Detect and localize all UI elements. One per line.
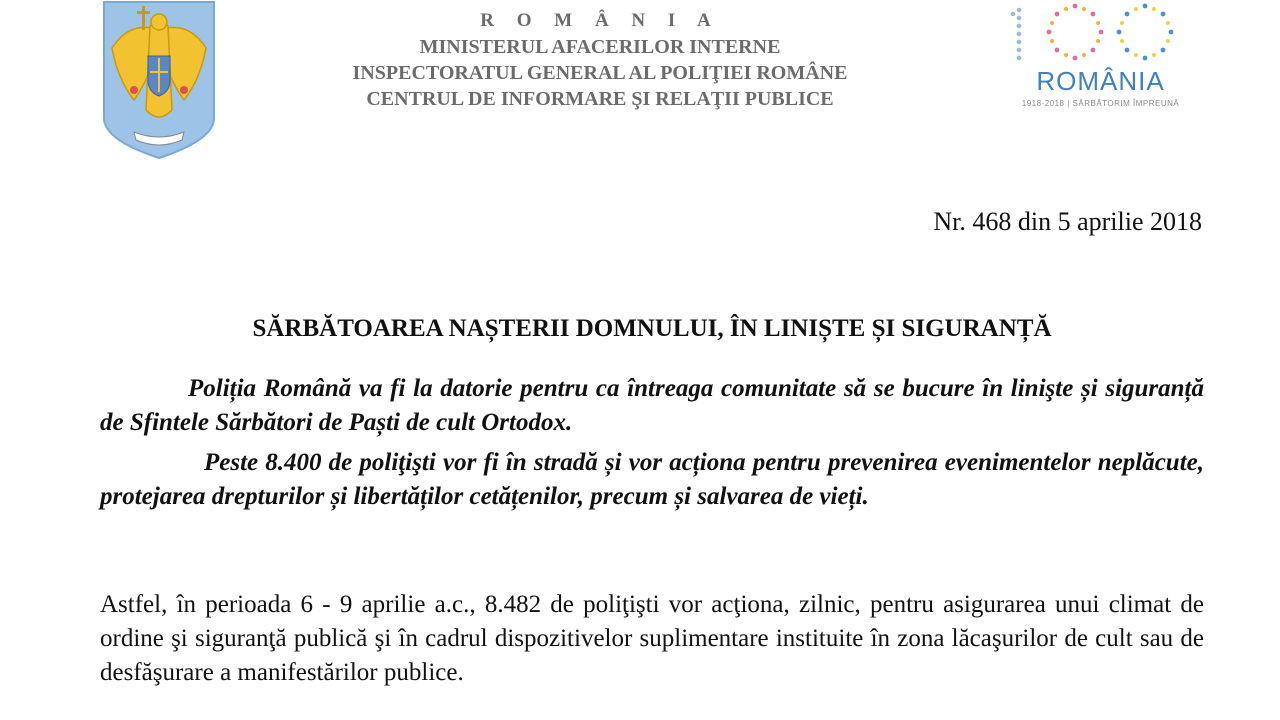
lead-paragraph-2: Peste 8.400 de poliţişti vor fi în stradă și vor acționa pentru prevenirea evenimentelor neplăcute, protejarea drepturilor și libertăților cetățenilor, precum și salvarea de vieți.: [100, 449, 1204, 510]
centenary-100-logo-icon: [1005, 0, 1195, 115]
police-coat-of-arms-icon: [100, 0, 218, 160]
header-country: R O M Â N I A: [480, 10, 720, 31]
logo-tagline: 1918-2018 | SĂRBĂTORIM ÎMPREUNĂ: [1021, 99, 1180, 108]
document-number: Nr. 468 din 5 aprilie 2018: [933, 207, 1202, 236]
logo-wordmark: ROMÂNIA: [1036, 66, 1165, 96]
header-inspectorate: INSPECTORATUL GENERAL AL POLIŢIEI ROMÂNE: [352, 62, 848, 84]
header-ministry: MINISTERUL AFACERILOR INTERNE: [419, 36, 781, 58]
institution-header: [300, 8, 900, 112]
document-title: SĂRBĂTOAREA NAȘTERII DOMNULUI, ÎN LINIȘTE ȘI SIGURANȚĂ: [252, 315, 1052, 342]
lead-paragraph-1: Poliția Română va fi la datorie pentru ca întreaga comunitate să se bucure în linişte și siguranță de Sfintele Sărbători de Paști de cult Ortodox.: [100, 375, 1204, 436]
header-center: CENTRUL DE INFORMARE ŞI RELAŢII PUBLICE: [366, 88, 834, 110]
body-paragraph-1: Astfel, în perioada 6 - 9 aprilie a.c., 8.482 de poliţişti vor acţiona, zilnic, pentru asigurarea unui climat de ordine şi siguranţă publică şi în cadrul dispozitivelor suplimentare instituite în zona lăcaşurilor de cult sau de desfăşurare a manifestărilor publice.: [100, 591, 1204, 686]
